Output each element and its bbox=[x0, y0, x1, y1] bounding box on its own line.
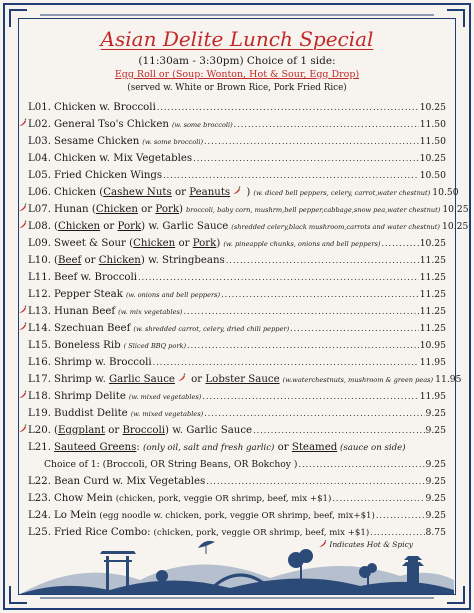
item-name-text: ( bbox=[53, 255, 58, 266]
item-name bbox=[54, 337, 121, 354]
greek-key-border-top bbox=[40, 6, 434, 16]
item-code: L02. bbox=[28, 119, 51, 130]
item-option: Lobster Sauce bbox=[205, 374, 280, 385]
dot-leader bbox=[184, 303, 419, 320]
item-note: (w. diced bell peppers, celery, carrot,water chestnut) bbox=[253, 189, 431, 197]
item-code: L12. bbox=[28, 289, 51, 300]
item-code: L18. bbox=[28, 391, 51, 402]
item-name-text: Shrimp w. bbox=[53, 374, 110, 385]
item-code: L07. bbox=[28, 204, 51, 215]
item-name-text: Buddist Delite bbox=[53, 408, 128, 419]
item-name bbox=[54, 388, 126, 405]
item-option: Eggplant bbox=[57, 425, 105, 436]
item-separator: or bbox=[104, 425, 123, 436]
landscape-illustration bbox=[20, 520, 454, 594]
choice-text: Choice of 1: (Broccoli, OR String Beans, OR Bokchoy ) bbox=[44, 459, 298, 470]
item-name bbox=[54, 252, 225, 269]
dot-leader bbox=[234, 116, 419, 133]
dot-leader bbox=[206, 473, 424, 490]
item-name bbox=[54, 422, 252, 439]
chili-pepper-icon bbox=[232, 186, 241, 195]
item-code: L06. bbox=[28, 187, 51, 198]
item-name-text: Szechuan Beef bbox=[53, 323, 131, 334]
item-note: (w. mixed vegetables) bbox=[128, 393, 202, 401]
menu-item-row bbox=[28, 150, 446, 167]
chili-pepper-icon bbox=[18, 118, 27, 127]
item-name bbox=[54, 439, 406, 457]
legend-text: Indicates Hot & Spicy bbox=[329, 540, 414, 549]
menu-item-row bbox=[28, 201, 469, 218]
menu-item-row bbox=[28, 405, 446, 422]
item-price: 10.50 bbox=[432, 187, 459, 198]
item-name-text: Pepper Steak bbox=[53, 289, 123, 300]
greek-key-border-bottom bbox=[40, 597, 434, 607]
dot-leader bbox=[381, 235, 418, 252]
item-price: 11.50 bbox=[419, 136, 446, 147]
item-name-text: Fried Chicken Wings bbox=[53, 170, 163, 181]
item-note: (w. mixed vegetables) bbox=[130, 410, 204, 418]
item-option: Chicken bbox=[133, 238, 176, 249]
dot-leader bbox=[157, 99, 419, 116]
item-option: Steamed bbox=[291, 442, 338, 453]
item-price: 11.25 bbox=[419, 289, 446, 300]
rice-line: (served w. White or Brown Rice, Pork Fried Rice) bbox=[127, 83, 347, 93]
item-code: L19. bbox=[28, 408, 51, 419]
item-separator: or bbox=[274, 442, 292, 453]
item-option: Chicken bbox=[57, 221, 101, 232]
menu-item-row bbox=[28, 269, 446, 286]
menu-content bbox=[28, 26, 469, 541]
menu-item-row bbox=[28, 371, 462, 388]
menu-item-row bbox=[28, 286, 446, 303]
item-price: 10.95 bbox=[419, 340, 446, 351]
item-name-text: Hunan ( bbox=[53, 204, 96, 215]
item-name-suffix: ) bbox=[179, 204, 184, 215]
chili-pepper-icon bbox=[18, 220, 27, 229]
dot-leader bbox=[138, 269, 419, 286]
item-name-suffix: ) bbox=[216, 238, 221, 249]
menu-item-row bbox=[28, 303, 446, 320]
dot-leader bbox=[187, 337, 419, 354]
item-note: (shredded celery,black mushroom,carrots and water chestnut) bbox=[231, 223, 440, 231]
item-separator: or bbox=[81, 255, 99, 266]
menu-item-row bbox=[28, 99, 446, 116]
item-name bbox=[54, 286, 123, 303]
dot-leader bbox=[221, 286, 419, 303]
item-name bbox=[54, 116, 169, 133]
item-name-text: Shrimp w. Broccoli bbox=[53, 357, 152, 368]
item-price: 9.25 bbox=[425, 476, 446, 487]
item-code: L04. bbox=[28, 153, 51, 164]
item-separator: or bbox=[187, 374, 206, 385]
item-name-text: ( bbox=[53, 425, 58, 436]
dot-leader bbox=[153, 354, 419, 371]
menu-item-row bbox=[28, 388, 446, 405]
item-name bbox=[54, 184, 250, 201]
hours-line: (11:30am - 3:30pm) Choice of 1 side: bbox=[138, 55, 336, 67]
item-price: 11.25 bbox=[419, 323, 446, 334]
item-option: Broccoli bbox=[122, 425, 165, 436]
item-note: (chicken, pork, veggie OR shrimp, beef, mix +$1) bbox=[153, 528, 370, 538]
item-name bbox=[54, 235, 220, 252]
chili-pepper-icon bbox=[18, 305, 27, 314]
item-name-text: Lo Mein bbox=[53, 510, 97, 521]
item-name bbox=[54, 473, 205, 490]
item-separator: or bbox=[175, 238, 193, 249]
item-name-text: Chicken w. Mix Vegetables bbox=[53, 153, 193, 164]
item-name-text: Shrimp Delite bbox=[53, 391, 126, 402]
chili-pepper-icon bbox=[18, 424, 27, 433]
item-note: (w. some broccoli) bbox=[142, 138, 204, 146]
item-option: Pork bbox=[192, 238, 217, 249]
corner-ornament bbox=[9, 9, 27, 27]
item-code: L01. bbox=[28, 102, 51, 113]
item-price: 11.95 bbox=[419, 391, 446, 402]
item-price: 9.25 bbox=[425, 493, 446, 504]
item-name-text: Bean Curd w. Mix Vegetables bbox=[53, 476, 206, 487]
item-separator: or bbox=[171, 187, 190, 198]
item-price: 11.25 bbox=[419, 306, 446, 317]
menu-item-row bbox=[28, 167, 446, 184]
menu-choice-row bbox=[28, 456, 446, 473]
item-option: Chicken bbox=[98, 255, 141, 266]
item-separator: or bbox=[100, 221, 118, 232]
dot-leader bbox=[299, 456, 425, 473]
corner-ornament bbox=[447, 9, 465, 27]
menu-item-row bbox=[28, 473, 446, 490]
chili-pepper-icon bbox=[18, 203, 27, 212]
item-name bbox=[54, 371, 280, 388]
item-note: (w. shredded carrot, celery, dried chili pepper) bbox=[133, 325, 290, 333]
dot-leader bbox=[226, 252, 419, 269]
dot-leader bbox=[253, 422, 424, 439]
item-name-suffix: ) w. Garlic Sauce bbox=[165, 425, 253, 436]
item-code: L10. bbox=[28, 255, 51, 266]
item-price: 10.25 bbox=[419, 238, 446, 249]
menu-item-row bbox=[28, 235, 446, 252]
menu-item-row bbox=[28, 133, 446, 150]
item-name bbox=[54, 133, 139, 150]
item-price: 9.25 bbox=[425, 408, 446, 419]
dot-leader bbox=[332, 490, 424, 507]
item-code: L08. bbox=[28, 221, 51, 232]
item-note: (w.waterchestnuts, mushroom & green peas) bbox=[282, 376, 434, 384]
item-name bbox=[54, 490, 113, 507]
item-price: 10.25 bbox=[441, 221, 469, 232]
item-code: L23. bbox=[28, 493, 51, 504]
item-note: ( Sliced BBQ pork) bbox=[123, 342, 187, 350]
item-name bbox=[54, 150, 192, 167]
item-code: L11. bbox=[28, 272, 51, 283]
item-option: Chicken bbox=[95, 204, 138, 215]
item-price: 10.25 bbox=[419, 102, 446, 113]
dot-leader bbox=[202, 388, 418, 405]
item-name-text: Sesame Chicken bbox=[53, 136, 140, 147]
item-name-text: ( bbox=[53, 221, 58, 232]
item-price: 8.75 bbox=[425, 527, 446, 538]
item-name-text: Beef w. Broccoli bbox=[53, 272, 138, 283]
item-option: Cashew Nuts bbox=[103, 187, 172, 198]
chili-pepper-icon bbox=[18, 390, 27, 399]
item-name bbox=[54, 218, 228, 235]
item-code: L14. bbox=[28, 323, 51, 334]
item-option: Garlic Sauce bbox=[109, 374, 175, 385]
item-name bbox=[54, 167, 162, 184]
item-price: 10.50 bbox=[419, 170, 446, 181]
chili-pepper-icon bbox=[18, 322, 27, 331]
item-name-text: Sweet & Sour ( bbox=[53, 238, 134, 249]
item-name-text: Chow Mein bbox=[53, 493, 113, 504]
item-option: Pork bbox=[155, 204, 180, 215]
item-note: (w. some broccoli) bbox=[171, 121, 233, 129]
item-price: 10.25 bbox=[442, 204, 469, 215]
item-name bbox=[54, 405, 128, 422]
item-separator: or bbox=[137, 204, 156, 215]
item-code: L25. bbox=[28, 527, 51, 538]
item-note: (egg noodle w. chicken, pork, veggie OR shrimp, beef, mix+$1) bbox=[99, 511, 375, 521]
dot-leader bbox=[163, 167, 419, 184]
item-code: L20. bbox=[28, 425, 51, 436]
item-price: 11.95 bbox=[435, 374, 462, 385]
item-price: 9.25 bbox=[425, 459, 446, 470]
item-name bbox=[54, 354, 152, 371]
item-code: L15. bbox=[28, 340, 51, 351]
item-name bbox=[54, 201, 183, 218]
item-price: 11.95 bbox=[419, 357, 446, 368]
item-name-suffix: ) w. Stringbeans bbox=[140, 255, 225, 266]
dot-leader bbox=[193, 150, 419, 167]
dot-leader bbox=[204, 133, 419, 150]
item-name-suffix: ) w. Garlic Sauce bbox=[141, 221, 229, 232]
item-price: 10.25 bbox=[419, 153, 446, 164]
menu-item-row bbox=[28, 337, 446, 354]
item-name-text: Hunan Beef bbox=[53, 306, 116, 317]
item-code: L21. bbox=[28, 442, 51, 453]
item-separator: : bbox=[136, 442, 144, 453]
menu-item-row bbox=[28, 422, 446, 439]
item-note: (only oil, salt and fresh garlic) bbox=[143, 443, 275, 453]
item-price: 11.50 bbox=[419, 119, 446, 130]
menu-item-row bbox=[28, 252, 446, 269]
item-note: (sauce on side) bbox=[337, 443, 406, 453]
menu-item-list bbox=[28, 99, 469, 541]
item-name-text: Chicken w. Broccoli bbox=[53, 102, 156, 113]
item-name bbox=[54, 303, 115, 320]
item-code: L03. bbox=[28, 136, 51, 147]
menu-item-row bbox=[28, 354, 446, 371]
item-name bbox=[54, 269, 137, 286]
item-price: 9.25 bbox=[425, 510, 446, 521]
dot-leader bbox=[290, 320, 419, 337]
item-code: L22. bbox=[28, 476, 51, 487]
menu-item-row bbox=[28, 439, 446, 456]
item-option: Peanuts bbox=[189, 187, 231, 198]
item-name-text: General Tso's Chicken bbox=[53, 119, 169, 130]
item-option: Sauteed Greens bbox=[53, 442, 137, 453]
item-code: L16. bbox=[28, 357, 51, 368]
item-code: L05. bbox=[28, 170, 51, 181]
item-price: 11.25 bbox=[419, 255, 446, 266]
item-name bbox=[54, 99, 156, 116]
item-name-text: Boneless Rib bbox=[53, 340, 121, 351]
item-note: (w. pineapple chunks, onions and bell peppers) bbox=[223, 240, 381, 248]
dot-leader bbox=[204, 405, 424, 422]
item-name bbox=[54, 320, 130, 337]
side-choice-line: Egg Roll or (Soup: Wonton, Hot & Sour, Egg Drop) bbox=[114, 69, 360, 80]
menu-title: Asian Delite Lunch Special bbox=[100, 27, 374, 51]
item-code: L09. bbox=[28, 238, 51, 249]
menu-item-row bbox=[28, 490, 446, 507]
item-code: L17. bbox=[28, 374, 51, 385]
item-name-text: Fried Rice Combo: bbox=[53, 527, 151, 538]
item-name-text: Chicken ( bbox=[53, 187, 104, 198]
item-name-suffix: ) bbox=[243, 187, 251, 198]
menu-item-row bbox=[28, 116, 446, 133]
item-price: 9.25 bbox=[425, 425, 446, 436]
item-note: (w. mix vegetables) bbox=[118, 308, 183, 316]
item-note: broccoli, baby corn, mushrm,bell pepper,cabbage,snow pea,water chestnut) bbox=[186, 206, 441, 214]
menu-item-row bbox=[28, 184, 459, 201]
chili-pepper-icon bbox=[177, 373, 186, 382]
item-price: 11.25 bbox=[419, 272, 446, 283]
item-note: (w. onions and bell peppers) bbox=[125, 291, 221, 299]
item-option: Pork bbox=[117, 221, 142, 232]
item-code: L13. bbox=[28, 306, 51, 317]
item-code: L24. bbox=[28, 510, 51, 521]
menu-item-row bbox=[28, 218, 469, 235]
menu-item-row bbox=[28, 320, 446, 337]
item-option: Beef bbox=[57, 255, 82, 266]
item-note: (chicken, pork, veggie OR shrimp, beef, mix +$1) bbox=[115, 494, 332, 504]
